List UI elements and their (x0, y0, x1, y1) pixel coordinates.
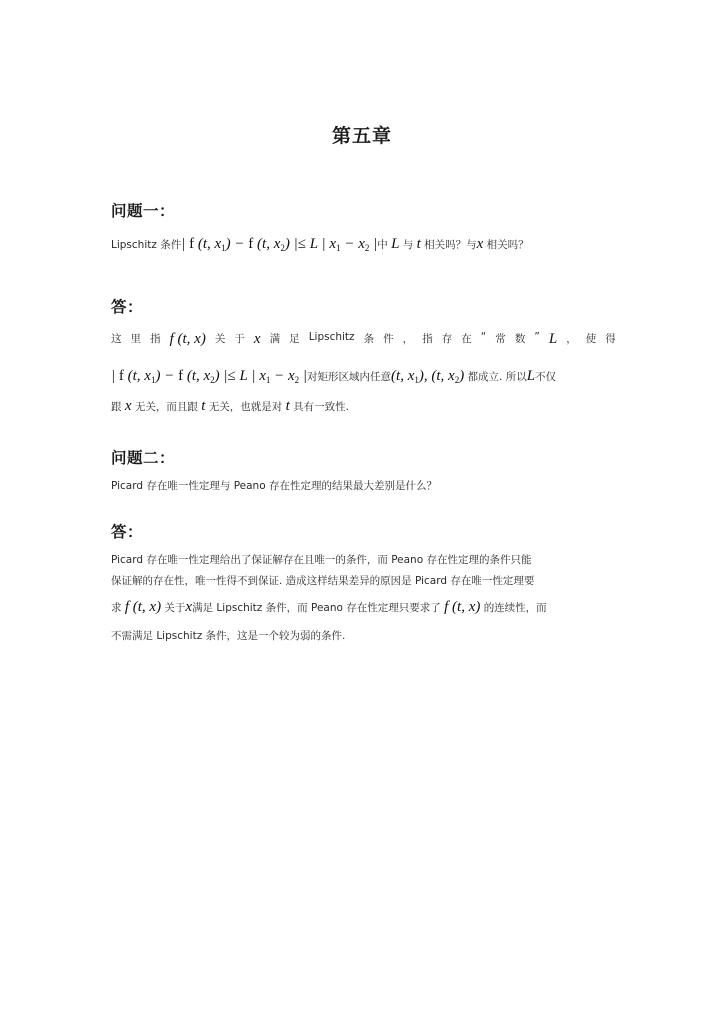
answer-1-heading: 答： (111, 298, 144, 316)
a1-word: 满 (269, 333, 281, 345)
a1-text: 具有一致性. (293, 401, 349, 413)
a1-var-x: x (253, 331, 261, 347)
a2-var-x: x (185, 599, 193, 615)
answer-2-line-3 (111, 599, 547, 616)
a1-text: 无关，也就是对 (208, 401, 283, 413)
a1-text: 无关，而且跟 (134, 401, 198, 413)
a1-lipschitz-formula: | f (t, $x_1) - f$ (t, $x_2$) |≤ L | $x_1 - x_2$ | (111, 368, 308, 385)
answer-2-line-4: 不需满足 Lipschitz 条件，这是一个较为弱的条件. (111, 630, 346, 642)
a1-word: “ (480, 331, 487, 343)
answer-2-line-1: Picard 存在唯一性定理给出了保证解存在且唯一的条件，而 Peano 存在性定理的条件只能 (111, 554, 532, 566)
a1-word: Lipschitz (308, 331, 355, 343)
a1-word: 条 (363, 333, 375, 345)
a1-text: 对矩形区域内任意 (307, 371, 392, 383)
a1-word: 常 (495, 333, 506, 345)
a1-function-f-t-x: f (t, x) (169, 331, 206, 347)
a1-var-t: t (285, 398, 290, 414)
a1-text: 跟 (111, 401, 122, 413)
question-1-heading: 问题一： (111, 202, 176, 220)
a1-var-L: L (548, 331, 558, 347)
a1-word: 里 (130, 333, 142, 345)
a1-word: 件 (383, 333, 394, 345)
a1-word: ” (534, 331, 540, 343)
lipschitz-formula: | f (t, $x_1) - f$ (t, $x_2$) |≤ L | $x_1 - x_2$ | (181, 236, 378, 253)
a1-text: 不仅 (535, 371, 557, 383)
answer-1-line-3 (111, 398, 349, 415)
answer-1-line-1 (111, 331, 616, 348)
a1-word: 关 (214, 333, 226, 345)
question-2-heading: 问题二： (111, 449, 176, 467)
q1-var-L: L (391, 236, 400, 252)
a1-word: 存 (441, 333, 453, 345)
question-1-text (111, 236, 529, 253)
a1-var-t: t (201, 398, 206, 414)
a2-function-f-t-x: f (t, x) (444, 599, 481, 615)
a1-word: 指 (150, 333, 161, 345)
a1-word: ， (566, 333, 577, 345)
q1-var-x: x (476, 236, 484, 252)
a1-word: 指 (422, 333, 433, 345)
a1-word: 足 (289, 333, 300, 345)
a1-var-L: L (526, 368, 536, 384)
q1-mid-2: 与 (402, 239, 414, 251)
q1-mid-3: 相关吗？与 (424, 239, 477, 251)
a1-word: 这 (111, 333, 122, 345)
a1-word: 使 (585, 333, 597, 345)
a2-text: 关于 (164, 602, 186, 614)
a1-points: (t, $x_1$), (t, $x_2$) (391, 368, 465, 385)
q1-suffix: 相关吗？ (486, 239, 529, 251)
a1-text: 都成立. 所以 (467, 371, 527, 383)
a2-function-f-t-x: f (t, x) (124, 599, 162, 615)
answer-2-heading: 答： (111, 523, 144, 541)
a1-word: 数 (514, 333, 526, 345)
a1-word: 于 (234, 333, 245, 345)
a2-text: 求 (111, 602, 122, 614)
a1-word: 在 (461, 333, 472, 345)
q1-prefix: Lipschitz 条件 (111, 239, 182, 251)
a1-word: ， (402, 333, 414, 345)
chapter-title: 第五章 (331, 125, 392, 147)
answer-1-line-2 (111, 368, 556, 385)
a2-text: 满足 Lipschitz 条件，而 Peano 存在性定理只要求了 (192, 602, 441, 614)
a2-text: 的连续性，而 (483, 602, 547, 614)
q1-var-t: t (416, 236, 421, 252)
a1-word: 得 (605, 333, 616, 345)
a1-var-x: x (124, 398, 132, 414)
question-2-text: Picard 存在唯一性定理与 Peano 存在性定理的结果最大差别是什么？ (111, 480, 437, 492)
answer-2-line-2: 保证解的存在性，唯一性得不到保证. 造成这样结果差异的原因是 Picard 存在唯一性定理要 (111, 575, 535, 587)
q1-mid-1: 中 (377, 239, 388, 251)
